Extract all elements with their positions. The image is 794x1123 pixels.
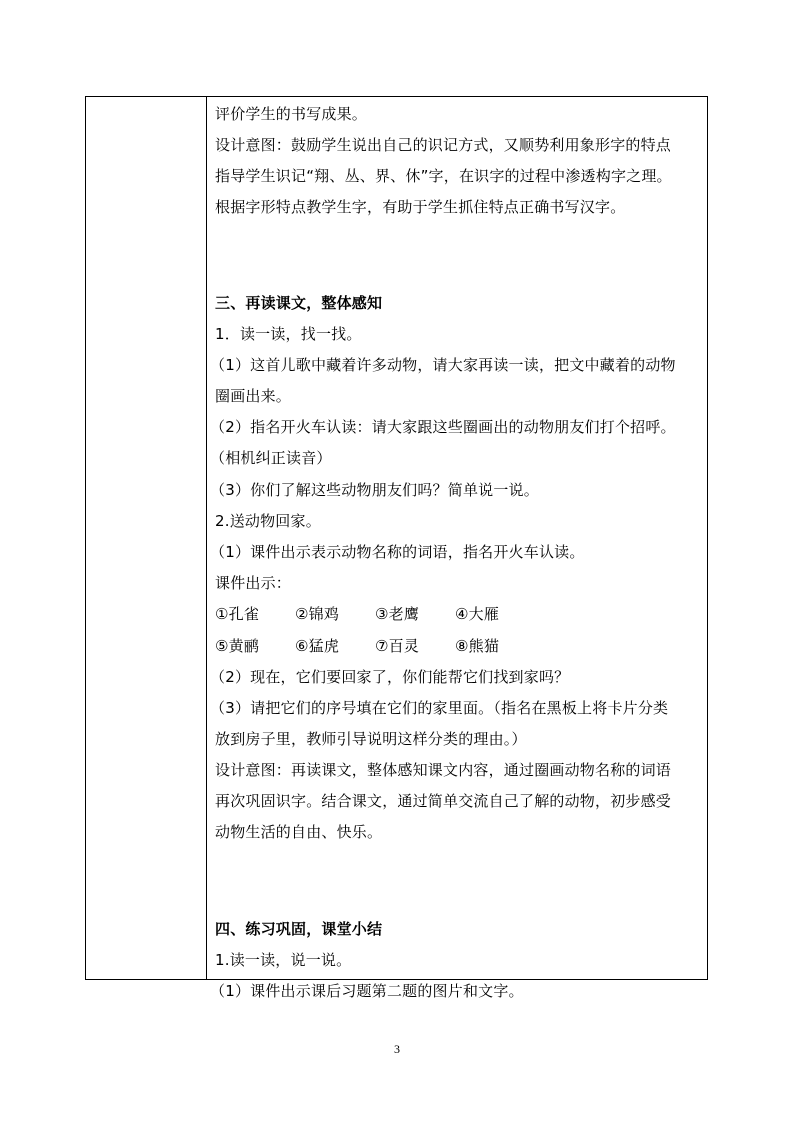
text-line: 再次巩固识字。结合课文，通过简单交流自己了解的动物，初步感受 [215,792,672,810]
animal-item: ⑤黄鹂 [215,637,260,655]
text-line: （3）请把它们的序号填在它们的家里面。（指名在黑板上将卡片分类 [210,699,669,717]
text-line: （2）现在，它们要回家了，你们能帮它们找到家吗？ [210,668,570,686]
animal-list-row-1 [215,604,535,624]
text-line: 根据字形特点教学生字，有助于学生抓住特点正确书写汉字。 [215,198,626,216]
animal-item: ②锦鸡 [295,605,340,623]
table-content-cell [207,97,707,1000]
section-heading-3: 三、再读课文，整体感知 [215,294,383,312]
page-number: 3 [394,1042,400,1056]
text-line: （3）你们了解这些动物朋友们吗？简单说一说。 [210,481,539,499]
text-line: 指导学生识记“翔、丛、界、休”字，在识字的过程中渗透构字之理。 [215,167,672,185]
text-line: 2.送动物回家。 [215,512,321,530]
text-line: 圈画出来。 [215,387,292,405]
text-line: （2）指名开火车认读：请大家跟这些圈画出的动物朋友们打个招呼。 [210,418,676,436]
animal-item: ⑥猛虎 [295,637,340,655]
animal-list-row-2 [215,636,535,656]
section-heading-4: 四、练习巩固，课堂小结 [215,920,383,938]
text-line: （1）课件出示表示动物名称的词语，指名开火车认读。 [210,543,585,561]
text-line: 课件出示： [215,574,292,592]
text-line: 动物生活的自由、快乐。 [215,823,383,841]
text-line: 1．读一读，找一找。 [215,325,362,343]
animal-item: ③老鹰 [375,605,420,623]
animal-item: ⑦百灵 [375,637,420,655]
lesson-plan-table [85,96,708,1000]
text-line: 评价学生的书写成果。 [215,105,368,123]
text-line: 1.读一读，说一说。 [215,951,352,969]
text-line: （相机纠正读音） [210,449,332,467]
text-line: （1）这首儿歌中藏着许多动物，请大家再读一读，把文中藏着的动物 [210,356,676,374]
animal-item: ④大雁 [455,605,500,623]
animal-item: ①孔雀 [215,605,260,623]
text-line: （1）课件出示课后习题第二题的图片和文字。 [210,982,524,1000]
design-intent-line: 设计意图：鼓励学生说出自己的识记方式，又顺势利用象形字的特点 [215,136,672,154]
design-intent-line: 设计意图：再读课文，整体感知课文内容，通过圈画动物名称的词语 [215,761,672,779]
table-left-column [86,97,207,979]
animal-item: ⑧熊猫 [455,637,500,655]
text-line: 放到房子里，教师引导说明这样分类的理由。） [215,730,527,748]
